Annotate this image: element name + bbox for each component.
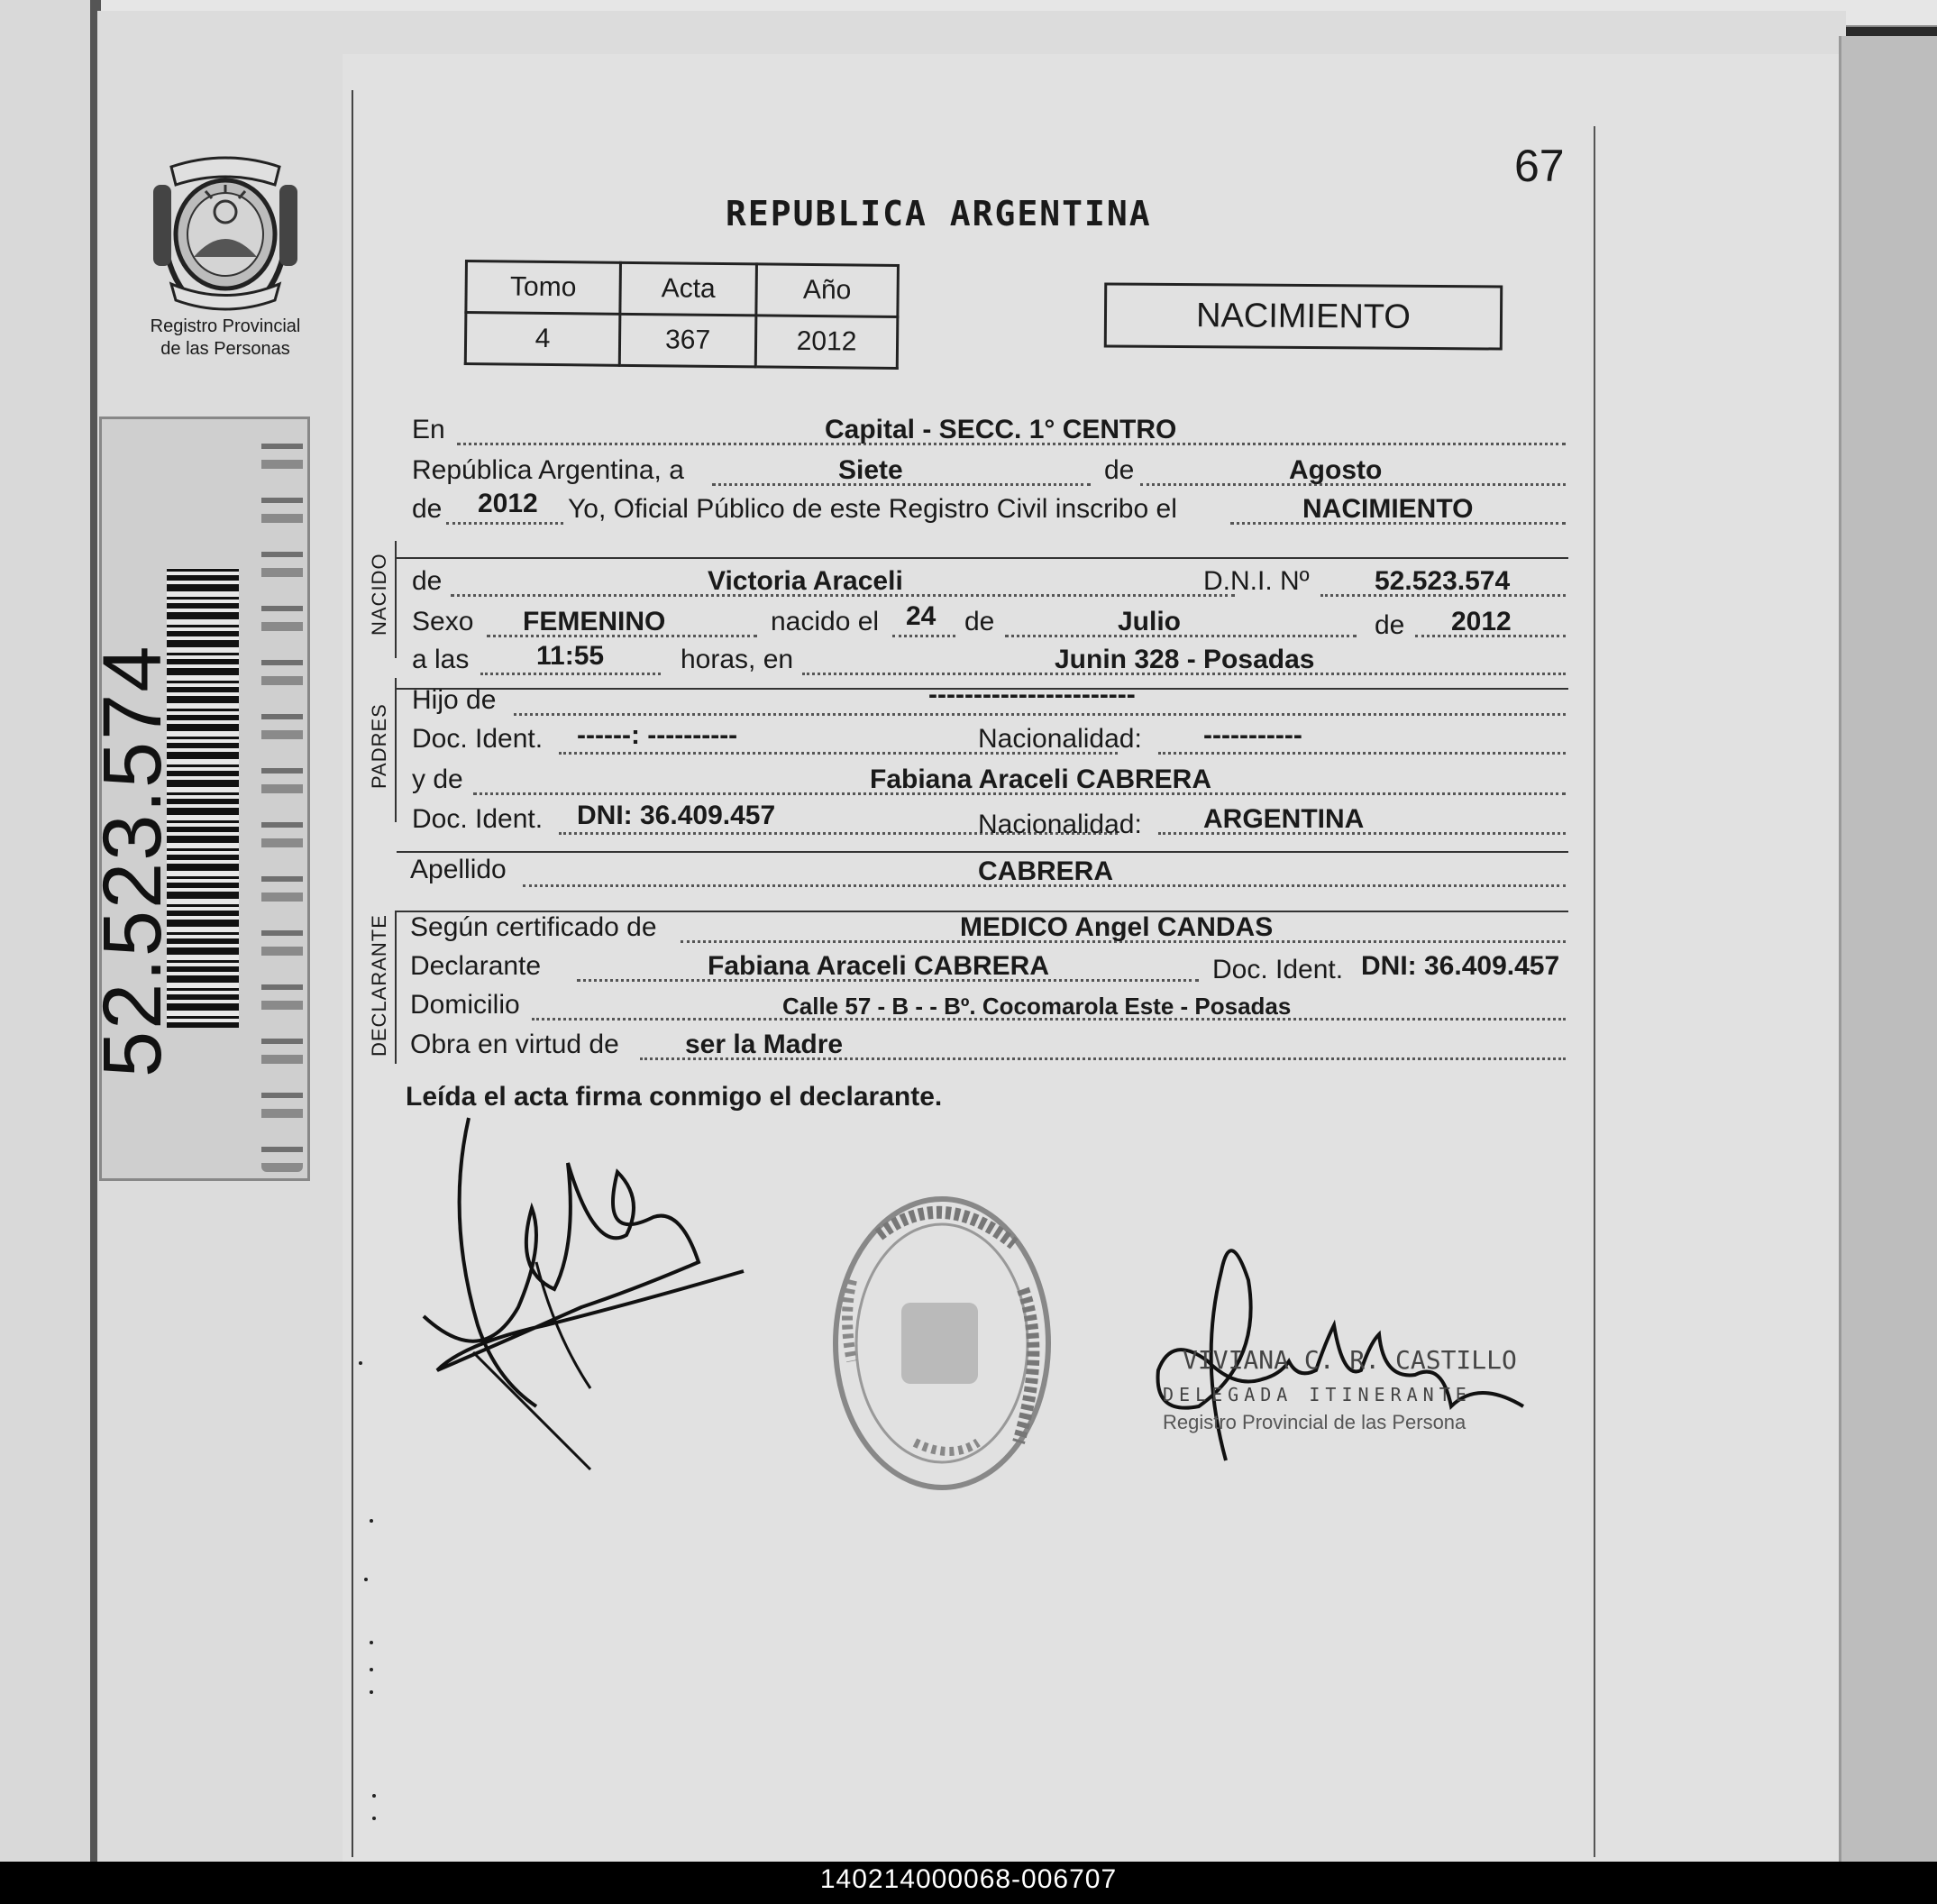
de3-label: de xyxy=(964,607,995,636)
barcode-security-pattern xyxy=(261,424,303,1172)
birth-hour: 11:55 xyxy=(536,641,605,671)
row-time-place xyxy=(410,641,1566,681)
dni-label: D.N.I. Nº xyxy=(1203,566,1310,596)
nac2-label: Nacionalidad: xyxy=(978,810,1142,839)
birth-year: 2012 xyxy=(1451,607,1512,636)
record-type-box: NACIMIENTO xyxy=(1104,282,1503,350)
acta-header: Acta xyxy=(620,262,757,316)
doc2-label: Doc. Ident. xyxy=(412,804,544,834)
birth-day: 24 xyxy=(906,601,937,631)
horas-label: horas, en xyxy=(681,645,794,674)
right-rule xyxy=(1594,126,1595,1857)
nac1-label: Nacionalidad: xyxy=(978,724,1142,754)
cert-value: MEDICO Angel CANDAS xyxy=(960,912,1274,942)
obra-label: Obra en virtud de xyxy=(410,1030,619,1059)
yde-label: y de xyxy=(412,764,463,794)
mother-name: Fabiana Araceli CABRERA xyxy=(870,764,1211,794)
republica-label: República Argentina, a xyxy=(412,455,684,485)
row-mother xyxy=(410,764,1566,801)
nacido-bracket xyxy=(395,541,397,658)
closing-statement: Leída el acta firma conmigo el declarante. xyxy=(406,1082,943,1112)
father-value: ----------------------- xyxy=(928,680,1136,709)
row-apellido xyxy=(410,856,1566,892)
row-father-doc xyxy=(410,720,1566,760)
registry-name-line2: de las Personas xyxy=(160,339,290,359)
father-doc: ------: ---------- xyxy=(577,720,738,750)
domicilio-value: Calle 57 - B - - Bº. Cocomarola Este - Posadas xyxy=(782,993,1292,1020)
doc1-label: Doc. Ident. xyxy=(412,724,544,754)
row-en xyxy=(410,415,1566,451)
child-dni: 52.523.574 xyxy=(1375,566,1511,596)
mother-nationality: ARGENTINA xyxy=(1203,804,1365,834)
apellido-value: CABRERA xyxy=(978,856,1113,886)
yo-text: Yo, Oficial Público de este Registro Civil inscribo el xyxy=(568,494,1177,524)
padres-bracket xyxy=(395,678,397,822)
declarante-label: Declarante xyxy=(410,951,542,981)
row-declarante xyxy=(410,951,1566,987)
registry-name-line1: Registro Provincial xyxy=(150,316,301,336)
row-year xyxy=(410,489,1566,530)
row-obra xyxy=(410,1030,1566,1066)
birth-place: Junin 328 - Posadas xyxy=(1055,645,1315,674)
declarante-value: Fabiana Araceli CABRERA xyxy=(708,951,1049,981)
mother-doc: DNI: 36.409.457 xyxy=(577,801,776,830)
declarante-bracket xyxy=(395,911,397,1064)
day-value: Siete xyxy=(838,455,903,485)
official-seal-stamp xyxy=(816,1181,1059,1506)
page-number: 67 xyxy=(1514,141,1565,191)
cert-label: Según certificado de xyxy=(410,912,657,942)
row-name xyxy=(410,566,1566,602)
year-value: 2012 xyxy=(478,489,538,518)
declarante-side-label: DECLARANTE xyxy=(368,914,390,1057)
section-divider xyxy=(397,851,1568,853)
father-nationality: ----------- xyxy=(1203,720,1302,750)
en-label: En xyxy=(412,415,445,444)
birth-month: Julio xyxy=(1118,607,1182,636)
year-label: de xyxy=(412,494,443,524)
row-sex-birth xyxy=(410,601,1566,643)
sexo-label: Sexo xyxy=(412,607,474,636)
alas-label: a las xyxy=(412,645,470,674)
obra-value: ser la Madre xyxy=(685,1030,844,1059)
registry-name xyxy=(126,316,324,361)
barcode-number: 52.523.574 xyxy=(87,644,178,1077)
nacido-side-label: NACIDO xyxy=(368,553,390,636)
row-domicilio xyxy=(410,990,1566,1026)
doc3-label: Doc. Ident. xyxy=(1212,955,1344,984)
anio-value: 2012 xyxy=(755,316,898,369)
row-date xyxy=(410,455,1566,491)
anio-header: Año xyxy=(756,264,899,317)
book-reference-value-row xyxy=(465,313,898,369)
province-emblem-icon xyxy=(149,149,302,311)
book-reference-table xyxy=(464,260,900,370)
book-reference-header-row xyxy=(466,261,899,317)
place-of-registry: Capital - SECC. 1° CENTRO xyxy=(825,415,1177,444)
tomo-header: Tomo xyxy=(466,261,621,315)
month-value: Agosto xyxy=(1289,455,1383,485)
acta-value: 367 xyxy=(619,314,756,367)
section-divider xyxy=(397,557,1568,559)
padres-side-label: PADRES xyxy=(368,703,390,789)
footer-code: 140214000068-006707 xyxy=(819,1864,1118,1894)
hijo-label: Hijo de xyxy=(412,685,497,715)
official-title: DELEGADA ITINERANTE xyxy=(1163,1384,1472,1405)
declarante-doc: DNI: 36.409.457 xyxy=(1361,951,1560,981)
domicilio-label: Domicilio xyxy=(410,990,520,1020)
de4-label: de xyxy=(1375,610,1405,640)
row-mother-doc xyxy=(410,801,1566,840)
child-name: Victoria Araceli xyxy=(708,566,903,596)
row-certificate xyxy=(410,912,1566,948)
right-binding xyxy=(1839,36,1937,1862)
tomo-value: 4 xyxy=(465,313,620,366)
country-title: REPUBLICA ARGENTINA xyxy=(726,194,1152,233)
declarant-signature xyxy=(410,1109,771,1488)
official-organization: Registro Provincial de las Persona xyxy=(1163,1411,1466,1433)
official-name: VIVIANA C. R. CASTILLO xyxy=(1183,1345,1517,1375)
margin-rule xyxy=(352,90,353,1857)
apellido-label: Apellido xyxy=(410,855,507,884)
de-label: de xyxy=(1104,455,1135,485)
inscribo-value: NACIMIENTO xyxy=(1302,494,1474,524)
sexo-value: FEMENINO xyxy=(523,607,666,636)
row-father xyxy=(410,680,1566,721)
de2-label: de xyxy=(412,566,443,596)
nacido-label: nacido el xyxy=(771,607,880,636)
